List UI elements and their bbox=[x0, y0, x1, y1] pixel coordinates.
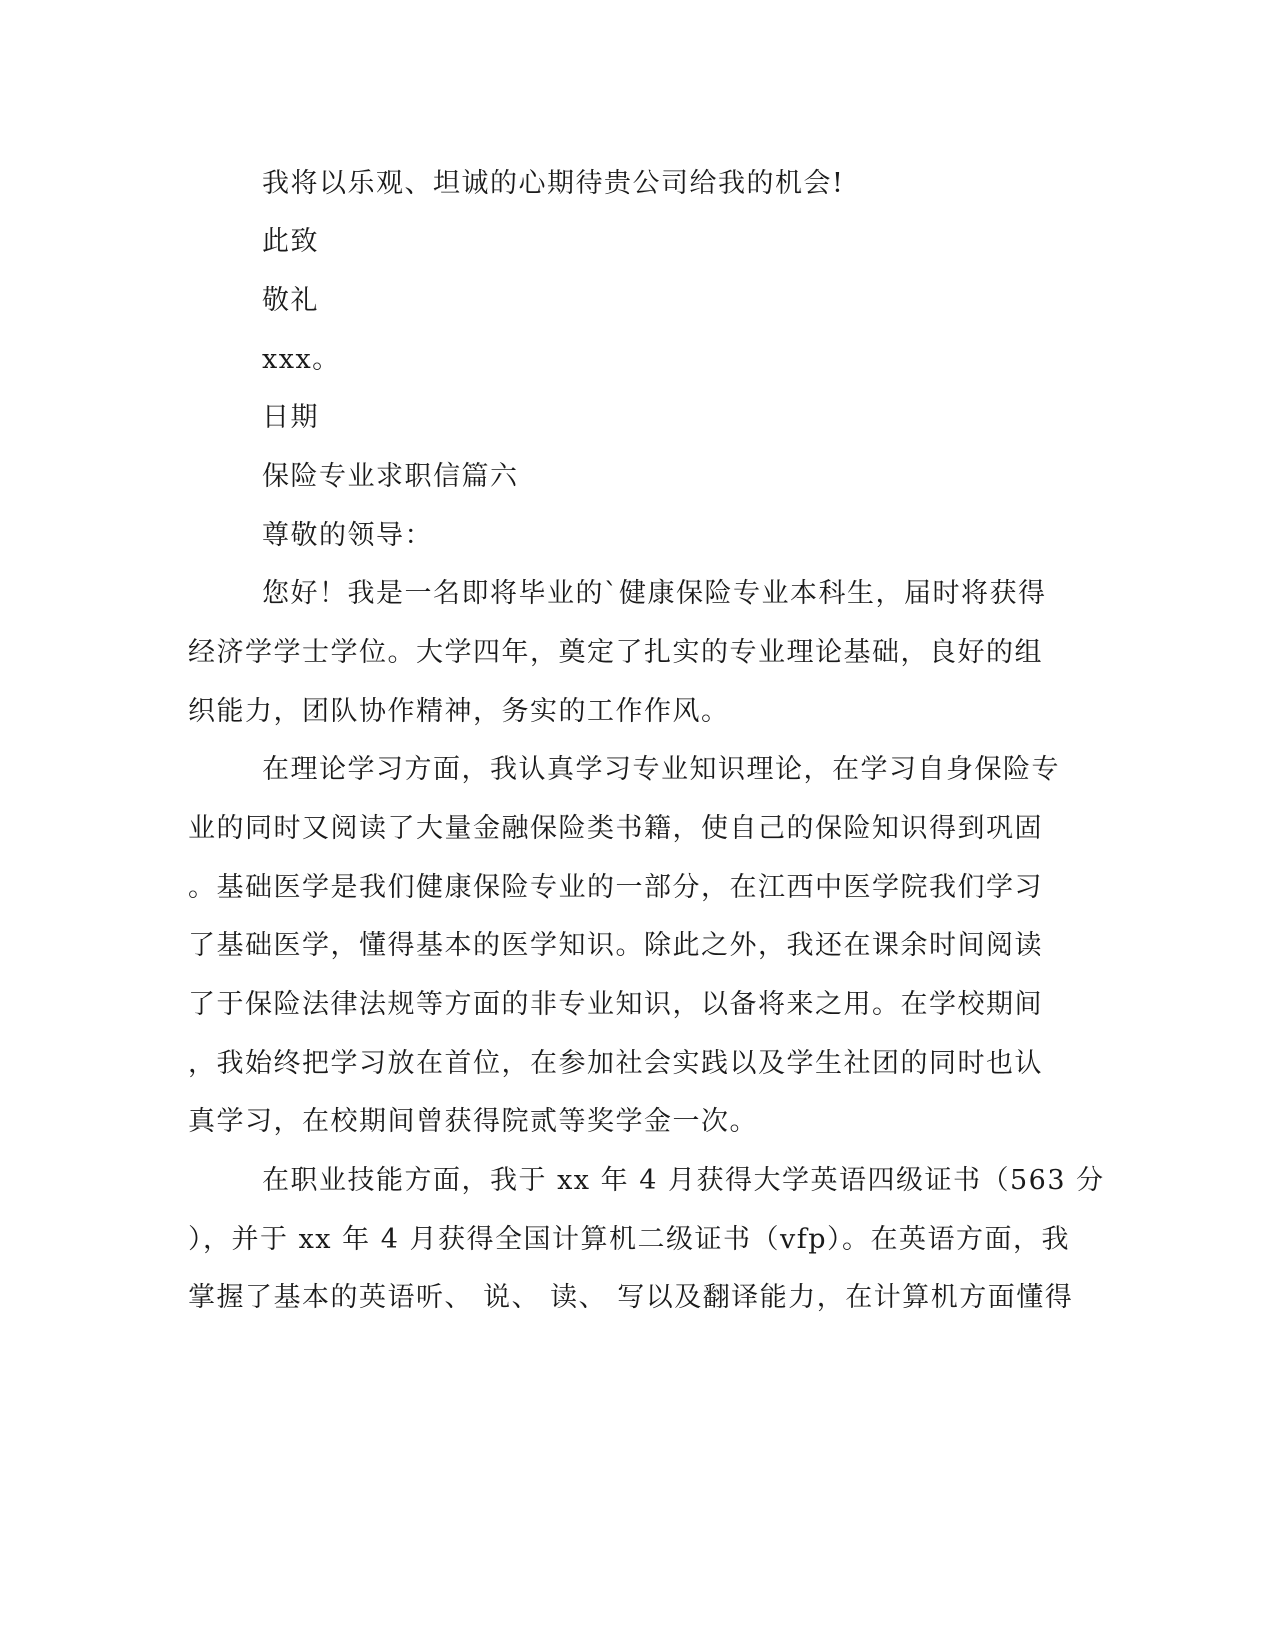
paragraph-2-line-4: 了基础医学，懂得基本的医学知识。除此之外，我还在课余时间阅读 bbox=[188, 930, 1043, 961]
signature: xxx。 bbox=[262, 344, 341, 375]
salutation-jing-li: 敬礼 bbox=[262, 285, 319, 316]
paragraph-2-line-1: 在理论学习方面，我认真学习专业知识理论，在学习自身保险专 bbox=[262, 754, 1060, 785]
paragraph-2-line-3: 。基础医学是我们健康保险专业的一部分，在江西中医学院我们学习 bbox=[188, 872, 1043, 903]
paragraph-3-line-3: 掌握了基本的英语听、 说、 读、 写以及翻译能力，在计算机方面懂得 bbox=[188, 1282, 1074, 1313]
paragraph-2-line-2: 业的同时又阅读了大量金融保险类书籍，使自己的保险知识得到巩固 bbox=[188, 813, 1043, 844]
paragraph-2-line-6: ，我始终把学习放在首位，在参加社会实践以及学生社团的同时也认 bbox=[188, 1048, 1043, 1079]
paragraph-1-line-1: 您好！我是一名即将毕业的`健康保险专业本科生，届时将获得 bbox=[262, 578, 1047, 609]
paragraph-1-line-3: 织能力，团队协作精神，务实的工作作风。 bbox=[188, 696, 730, 727]
closing-hope-line: 我将以乐观、坦诚的心期待贵公司给我的机会! bbox=[262, 168, 845, 199]
paragraph-2-line-7: 真学习，在校期间曾获得院贰等奖学金一次。 bbox=[188, 1106, 758, 1137]
paragraph-3-line-1: 在职业技能方面，我于 xx 年 4 月获得大学英语四级证书（563 分 bbox=[262, 1165, 1105, 1196]
greeting: 尊敬的领导： bbox=[262, 520, 433, 551]
salutation-ci-zhi: 此致 bbox=[262, 226, 319, 257]
paragraph-3-line-2: ），并于 xx 年 4 月获得全国计算机二级证书（vfp）。在英语方面，我 bbox=[188, 1224, 1070, 1255]
section-title: 保险专业求职信篇六 bbox=[262, 461, 519, 492]
paragraph-1-line-2: 经济学学士学位。大学四年，奠定了扎实的专业理论基础，良好的组 bbox=[188, 637, 1043, 668]
paragraph-2-line-5: 了于保险法律法规等方面的非专业知识，以备将来之用。在学校期间 bbox=[188, 989, 1043, 1020]
date-label: 日期 bbox=[262, 402, 319, 433]
